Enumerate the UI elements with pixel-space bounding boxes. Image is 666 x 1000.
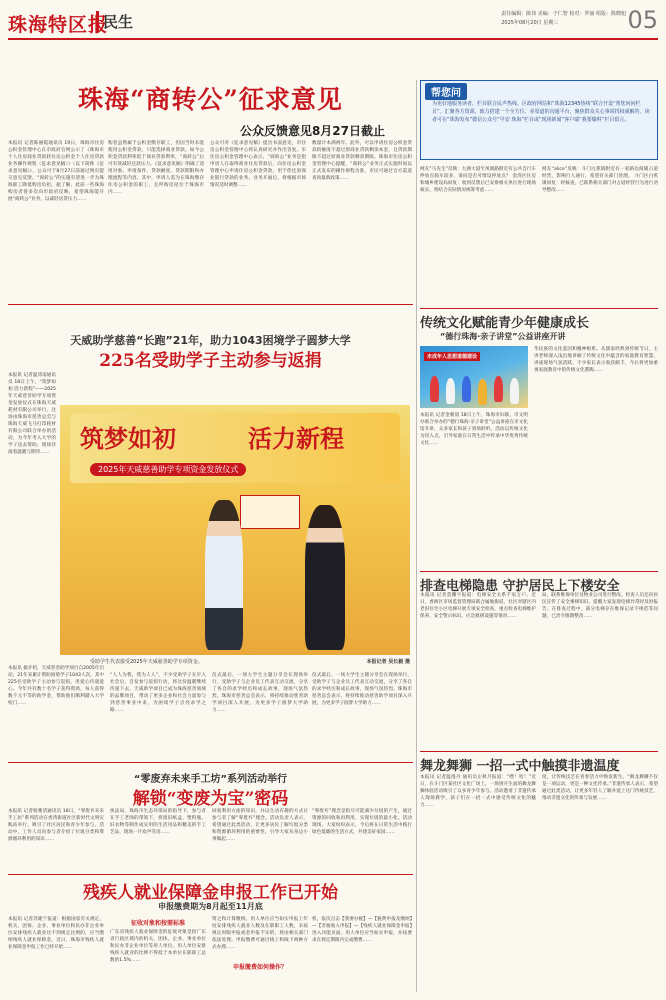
help-answer-2: 网友“alice”反映：斗门白蕉镇附近有一家路边商铺占道经营，影响行人通行，希望有关部门处理。 斗门区白蕉镇回复：经核查，已联系相关部门对占道经营行为进行劝导整改…… bbox=[542, 167, 658, 193]
disability-subhead: 申报缴费期为8月起至11月底 bbox=[158, 902, 263, 911]
section-title: 民生 bbox=[96, 11, 133, 32]
main-story-column-3: 公众可对《征求意见稿》提出书面意见，市住房公积金管理中心将认真研究并作出答复。市住房公积金管理中心表示，“商转公”业务是指申请人在取得商业住房贷款后，向住房公积金管理中心申请住房公积金贷款，用于偿还原商业银行贷款的业务。业务开通后，将根据市场情况适时调整…… bbox=[210, 141, 306, 188]
newspaper-logo: 珠海特区报 bbox=[8, 14, 109, 36]
divider bbox=[8, 304, 413, 305]
recycle-kicker: “零废弃未来手工坊”系列活动举行 bbox=[133, 774, 288, 785]
divider bbox=[420, 571, 658, 572]
caption-text: 受助学生代表接受2025年天威慈善助学专项资金。 bbox=[90, 659, 203, 665]
volunteer-column-3: “人人为我，我为人人”，不少受助学子在步入社会后，自发参与返捐行动，将这份温暖继续传递下去。天威助学项目已成为珠海慈善领域的品牌项目，带动了更多企业和社会力量参与到慈善事业中来，为困境学子点亮求学之路…… bbox=[110, 673, 206, 713]
dance-headline: 舞龙舞狮 一招一式中触摸非遗温度 bbox=[420, 759, 620, 774]
photo-banner-sub: 2025年天威慈善助学专项资金发放仪式 bbox=[90, 463, 246, 476]
child-figure bbox=[494, 376, 503, 402]
donation-board bbox=[240, 495, 300, 529]
divider bbox=[8, 874, 413, 875]
culture-subhead: “德行珠海·亲子讲堂”公益讲座开讲 bbox=[440, 332, 566, 341]
date-line: 2025年08月20日 星期三 bbox=[501, 20, 559, 26]
elevator-column-1: 本报讯 记者莫鹏宇报道：电梯安全关系千家万户。近日，香洲区市场监督管理局联合属地街道、社区对辖区内老旧住宅小区电梯开展专项安全检查，重点检查电梯维护保养、安全警示标识、应急救援设施等情况…… bbox=[420, 593, 536, 619]
disability-column-4: 机，依次点击【我要办税】—【税费申报及缴纳】—【非税收入申报】—【残疾人就业保障金申报】进入功能页面。用人单位应当如实申报，并按要求在规定期限内完成缴费…… bbox=[312, 917, 412, 943]
recycle-column-3: 回收利用方面的知识，并以生动有趣的方式让参与者了解“零废弃”理念。活动负责人表示，希望通过此类活动，让更多居民了解垃圾分类和资源循环利用的重要性，引导大家从身边小事做起…… bbox=[212, 809, 308, 842]
volunteer-column-2: 本报讯 据介绍，天威慈善助学项目自2005年启动，21年来累计资助困境学子1043人次，其中225名受助学子主动参与返捐，用爱心传递爱心。今年共有数十名学子获得资助，每人获得数千元不等的助学金，帮助他们顺利踏入大学校门…… bbox=[8, 666, 104, 706]
ceremony-photo bbox=[60, 405, 410, 655]
disability-col2-text: 广东省残疾人就业保障金的征收对象是指广东省行政区域内的机关、团体、企业、事业单位和民办非企业单位等用人单位。用人单位安排残疾人就业的比例不得低于本单位在职职工总数的1.5%…… bbox=[110, 930, 206, 963]
volunteer-kicker: 天威助学慈善“长跑”21年，助力1043困境学子圆梦大学 bbox=[70, 334, 351, 347]
divider bbox=[8, 762, 413, 763]
page-number: 05 bbox=[627, 6, 658, 34]
disability-column-3 bbox=[212, 916, 308, 996]
main-story-column-1: 本报讯 记者陈丽霞通讯员 19日，珠海市住房公积金管理中心在市政府官网公示了《珠海市个人住房商业贷款转住房公积金个人住房贷款业务操作规程（征求意见稿）》（以下简称《征求意见稿》），公众可于8月27日前通过网页提交意见反馈。“商转公”的实施有望进一步为珠海职工降低购房负担。据了解，此前一些珠海购房者曾多次向市政府反映，希望珠海能开展“商转公”业务，以减轻房贷压力…… bbox=[8, 141, 104, 202]
photo-credit: 本报记者 吴长毅 摄 bbox=[366, 659, 410, 665]
student-figure bbox=[305, 505, 345, 650]
main-headline: 珠海“商转公”征求意见 bbox=[78, 85, 343, 114]
presenter-figure bbox=[205, 500, 243, 650]
child-figure bbox=[430, 376, 439, 402]
editor-line: 责任编辑：陈伟 美编：于仁智 校对：罗丽 组版：陈晓旭 bbox=[501, 11, 626, 17]
main-subhead: 公众反馈意见8月27日截止 bbox=[239, 124, 385, 138]
disability-col3-text: 资之和计算缴纳。用人单位应当如实申报上年度安排残疾人就业人数及在职职工人数，未按规定时限申报或者申报不实的，将由相关部门依法处理。申报缴费可通过线上和线下两种方式办理…… bbox=[212, 917, 308, 950]
culture-photo-banner: 未成年人思想道德建设 bbox=[424, 352, 480, 361]
volunteer-column-5: 仪式最后，一场大学生主题分享会在现场举行，受助学子与企业员工代表互动交流，分享了各自的求学经历和成长故事，现场气氛热烈。珠海市慈善总会表示，将持续推动慈善助学项目深入开展，为更多学子圆梦大学助力…… bbox=[312, 673, 412, 706]
recycle-column-2: 执法局、珠海市生态环境局的指导下，参与者在手工老师的带领下，将废旧纸盒、塑料瓶、旧衣物等制作成实用的生活用品和精美的手工艺品，现场一片欢声笑语…… bbox=[110, 809, 206, 835]
photo-banner-right: 活力新程 bbox=[248, 424, 344, 453]
culture-column-2: 华民族的文化基因和精神根系。从儒家经典到传统节日，主讲老师深入浅出地讲解了传统文化中蕴含的家庭教育智慧。讲座现场气氛活跃，不少家长表示收获颇丰，今后将更加重视家庭教育中的传统文化熏陶…… bbox=[534, 347, 658, 373]
help-answer-1: 网友“马先生”反映：九洲大道至凤凰路附近有公共自行车停放点骑车较多，请问是否可增设停放点？ 金湾区住房和城乡建设局回复：收到反馈后已安排相关单位进行现场核实，将结合实际情况统筹考虑…… bbox=[420, 167, 536, 193]
help-box-body: 为更好地服务读者，栏目联合民声热线、区政府网站和“珠海12345热线”联合开设“帮您问问栏目”。汇聚各方资源，致力搭建一个全方位、多渠道的沟通平台，聚焦群众关心事项找权威解答。读者可在“珠海发布”微信公众号“早安 珠海”栏目或“现场新闻”客户端“我要爆料”栏目留言。 bbox=[432, 101, 650, 123]
volunteer-column-1: 本报讯 记者温沛南通讯员 18日上午，“筑梦如初 活力新程”——2025年天威慈善助学专项资金发放仪式在珠海天威耗材有限公司举行。这场由珠海市慈善总会与珠海天威飞马打印耗材有限公司联合举办的活动，为今年考入大学的学子送去资助，现场洋溢着温暖与期待…… bbox=[8, 373, 56, 455]
elevator-headline: 排查电梯隐患 守护居民上下楼安全 bbox=[420, 579, 620, 594]
main-story-column-4: 数量计本满两年。此外，可以申请住房公积金贷款的额度不超过原商业贷款剩余本金，且贷款期限不超过原商业贷款剩余期限。珠海市住房公积金管理中心提醒，“商转公”业务正式实施时间以正式发布的操作规程为准，市民可通过官方渠道查询最新政策…… bbox=[312, 141, 412, 181]
disability-headline: 残疾人就业保障金申报工作已开始 bbox=[83, 883, 338, 903]
child-figure bbox=[478, 379, 487, 405]
recycle-column-1: 本报讯 记者杨雅清通讯员 18日，“零废弃未来手工坊”系列活动在香湾街道社区新时代文明实践站举行，吸引了社区居民和青少年参与。活动中，工作人员向参与者介绍了垃圾分类和资源循环利用的知识…… bbox=[8, 809, 104, 842]
disability-col2-heading: 征收对象和按需标准 bbox=[130, 920, 185, 927]
culture-photo bbox=[420, 346, 528, 408]
divider bbox=[420, 751, 658, 752]
disability-column-2 bbox=[110, 916, 206, 996]
child-figure bbox=[446, 378, 455, 404]
culture-headline: 传统文化赋能青少年健康成长 bbox=[420, 316, 590, 331]
culture-column-1: 本报讯 记者金朝晨 18日上午，珠海市妇联、市文明办联合举办的“德行珠海·亲子讲堂”公益讲座在市文化馆开讲，众多家长和孩子到场聆听。活动以传统文化为切入点，引导家庭在日常生活中传承中华优秀传统文化…… bbox=[420, 413, 528, 446]
recycle-column-4: “零废弃”理念是指尽可能减少垃圾的产生，通过资源的回收和再利用，实现垃圾的最小化。活动现场，大家纷纷表示，今后将在日常生活中践行绿色低碳的生活方式，共建美好家园…… bbox=[312, 809, 412, 835]
child-figure bbox=[462, 376, 471, 402]
child-figure bbox=[510, 378, 519, 404]
volunteer-headline: 225名受助学子主动参与返捐 bbox=[99, 351, 322, 371]
recycle-headline: 解锁“变废为宝”密码 bbox=[132, 789, 289, 809]
masthead-rule bbox=[8, 38, 658, 40]
disability-column-1: 本报讯 记者苏婕宁报道：根据国家有关规定，机关、团体、企业、事业单位和民办非企业单位安排残疾人就业达不到规定比例的，应当缴纳残疾人就业保障金。近日，珠海市残疾人就业保障金申报工作已经开始…… bbox=[8, 917, 104, 950]
volunteer-column-4: 仪式最后，一场大学生主题分享会在现场举行，受助学子与企业员工代表互动交流，分享了各自的求学经历和成长故事，现场气氛热烈。珠海市慈善总会表示，将持续推动慈善助学项目深入开展，为更多学子圆梦大学助力…… bbox=[212, 673, 308, 713]
elevator-column-2: 局，联系维保单位及物业公司进行整改。检查人员还向居民宣传了安全乘梯知识，提醒大家发现电梯异常时及时报告。在排查过程中，部分电梯存在维保记录不规范等问题，已责令限期整改…… bbox=[542, 593, 658, 619]
photo-caption bbox=[90, 658, 410, 665]
column-divider bbox=[416, 80, 417, 992]
photo-banner-left: 筑梦如初 bbox=[80, 424, 176, 453]
divider bbox=[420, 308, 658, 309]
dance-column-1: 本报讯 记者温漫丹 通讯员左秋月报道：“嘿！哈！”近日，在斗门区某社区文化广场上，一场别开生面的舞龙舞狮体验活动吸引了众多青少年参与。活动邀请了非遗传承人现场教学，孩子们在一招一式中感受传统文化的魅力…… bbox=[420, 775, 536, 808]
dance-column-2: 度，让传统技艺在青春活力中焕发新生。“舞龙舞狮不仅是一项运动，更是一种文化传承。”非遗传承人表示，希望通过此类活动，让更多年轻人了解并爱上这门传统技艺，推动非遗文化的传承与发展…… bbox=[542, 775, 658, 801]
main-story-column-2: 购者虽然属于公积金缴存职工，但因当时未能使用公积金贷款，只能选择商业贷款。如今公积金贷款利率低于商业贷款利率，“商转公”后可有效减轻还款压力。《征求意见稿》明确了适用对象、申请条件、贷款额度、贷款期限和办理流程等内容。其中，申请人需为在珠海缴存住房公积金的职工，且所购房屋位于珠海市内…… bbox=[108, 141, 204, 195]
help-box-title: 帮您问 bbox=[425, 83, 467, 100]
disability-col3-heading: 申报缴费如何操作？ bbox=[232, 964, 287, 971]
editor-info bbox=[501, 10, 626, 28]
